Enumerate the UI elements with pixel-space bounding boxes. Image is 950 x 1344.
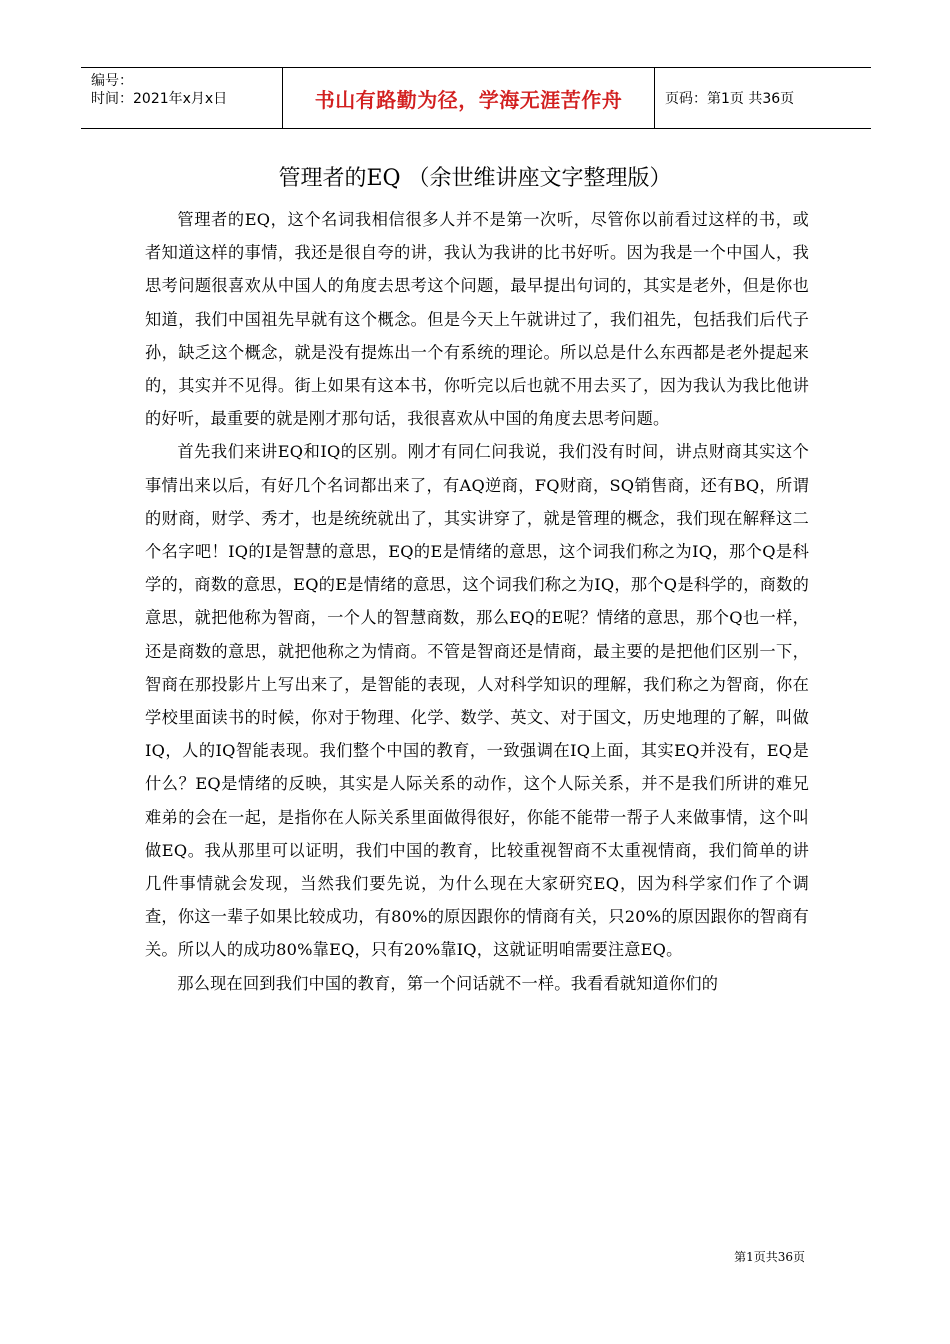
page-header bbox=[81, 67, 871, 129]
document-time-label: 时间：2021年x月x日 bbox=[91, 91, 228, 107]
paragraph: 那么现在回到我们中国的教育，第一个问话就不一样。我看看就知道你们的 bbox=[177, 973, 719, 993]
header-page-number: 页码：第1页 共36页 bbox=[665, 91, 795, 107]
paragraph: 首先我们来讲EQ和IQ的区别。刚才有同仁问我说，我们没有时间，讲点财商其实这个事情出来以后，有好几个名词都出来了，有AQ逆商，FQ财商，SQ销售商，还有BQ，所谓的财商，财学、秀才，也是统统就出了，其实讲穿了，就是管理的概念，我们现在解释这二个名字吧！IQ的I是智慧的意思，EQ的E是情绪的意思，这个词我们称之为IQ，那个Q是科学的，商数的意思，EQ的E是情绪的意思，这个词我们称之为IQ，那个Q是科学的，商数的意思，就把他称为智商，一个人的智慧商数，那么EQ的E呢？情绪的意思，那个Q也一样，还是商数的意思，就把他称之为情商。不管是智商还是情商，最主要的是把他们区别一下，智商在那投影片上写出来了，是智能的表现，人对科学知识的理解，我们称之为智商，你在学校里面读书的时候，你对于物理、化学、数学、英文、对于国文，历史地理的了解，叫做IQ，人的IQ智能表现。我们整个中国的教育，一致强调在IQ上面，其实EQ并没有，EQ是什么？EQ是情绪的反映，其实是人际关系的动作，这个人际关系，并不是我们所讲的难兄难弟的会在一起，是指你在人际关系里面做得很好，你能不能带一帮子人来做事情，这个叫做EQ。我从那里可以证明，我们中国的教育，比较重视智商不太重视情商，我们简单的讲几件事情就会发现，当然我们要先说，为什么现在大家研究EQ，因为科学家们作了个调查，你这一辈子如果比较成功，有80%的原因跟你的情商有关，只20%的原因跟你的智商有关。所以人的成功80%靠EQ，只有20%靠IQ，这就证明咱需要注意EQ。 bbox=[145, 442, 809, 960]
document-body bbox=[145, 203, 809, 1000]
page-footer: 第1页共36页 bbox=[734, 1250, 805, 1264]
paragraph: 管理者的EQ，这个名词我相信很多人并不是第一次听，尽管你以前看过这样的书，或者知道这样的事情，我还是很自夸的讲，我认为我讲的比书好听。因为我是一个中国人，我思考问题很喜欢从中国人的角度去思考这个问题，最早提出句词的，其实是老外，但是你也知道，我们中国祖先早就有这个概念。但是今天上午就讲过了，我们祖先，包括我们后代子孙，缺乏这个概念，就是没有提炼出一个有系统的理论。所以总是什么东西都是老外提起来的，其实并不见得。街上如果有这本书，你听完以后也就不用去买了，因为我认为我比他讲的好听，最重要的就是刚才那句话，我很喜欢从中国的角度去思考问题。 bbox=[145, 210, 809, 429]
header-meta bbox=[81, 68, 283, 128]
document-title: 管理者的EQ （余世维讲座文字整理版） bbox=[278, 166, 672, 191]
header-motto: 书山有路勤为径，学海无涯苦作舟 bbox=[283, 68, 655, 128]
document-number-label: 编号： bbox=[91, 73, 133, 89]
